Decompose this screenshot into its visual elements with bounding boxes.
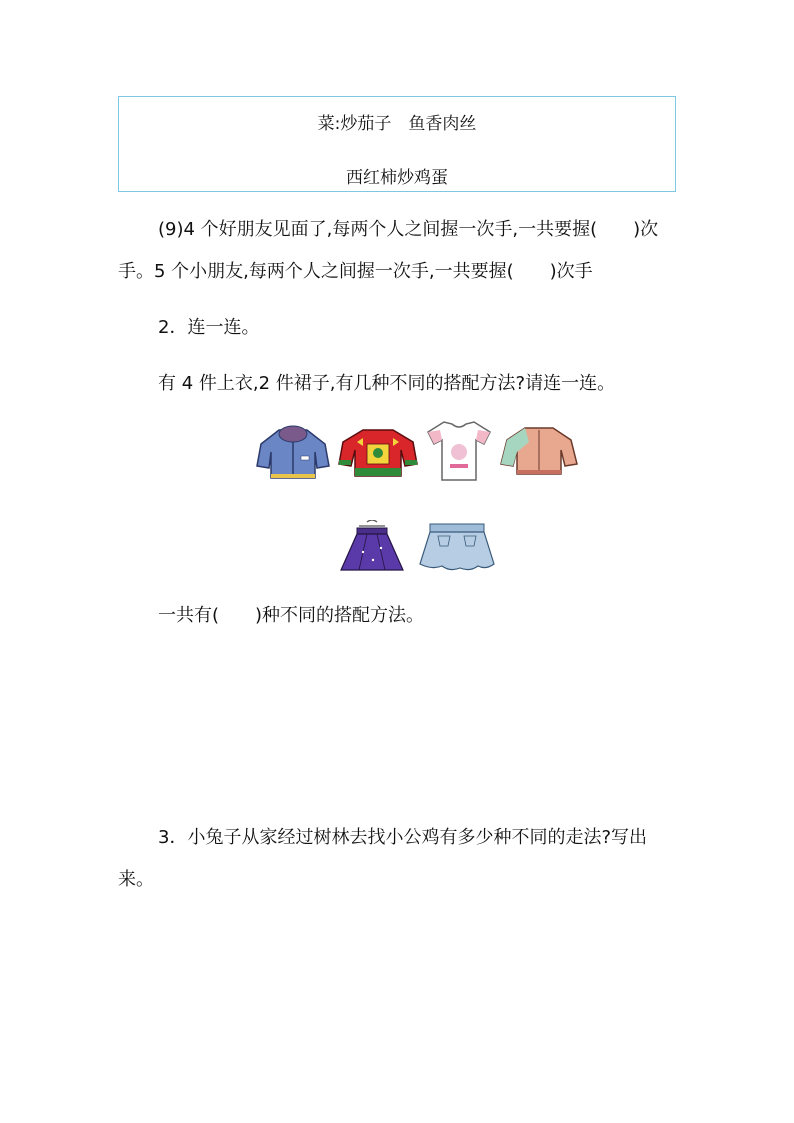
menu-line-1: 菜:炒茄子 鱼香肉丝 bbox=[317, 114, 477, 134]
menu-line-2: 西红柿炒鸡蛋 bbox=[346, 168, 448, 188]
denim-skirt-icon bbox=[416, 522, 498, 574]
pink-jacket-icon bbox=[499, 422, 579, 478]
section-2-heading: 2．连一连。 bbox=[158, 317, 260, 338]
question-9-line-2: 手。5 个小朋友,每两个人之间握一次手,一共要握( )次手 bbox=[118, 261, 593, 282]
section-2-answer: 一共有( )种不同的搭配方法。 bbox=[158, 605, 425, 626]
section-2-prompt: 有 4 件上衣,2 件裙子,有几种不同的搭配方法?请连一连。 bbox=[158, 373, 616, 394]
purple-skirt-icon bbox=[337, 520, 407, 574]
white-tshirt-icon bbox=[424, 418, 494, 484]
menu-box bbox=[118, 96, 676, 192]
red-sweater-icon bbox=[337, 424, 419, 480]
section-3-line-1: 3．小兔子从家经过树林去找小公鸡有多少种不同的走法?写出 bbox=[158, 827, 648, 848]
question-9-line-1: (9)4 个好朋友见面了,每两个人之间握一次手,一共要握( )次 bbox=[158, 219, 659, 240]
section-3-line-2: 来。 bbox=[118, 869, 154, 890]
blue-jacket-icon bbox=[253, 422, 333, 482]
